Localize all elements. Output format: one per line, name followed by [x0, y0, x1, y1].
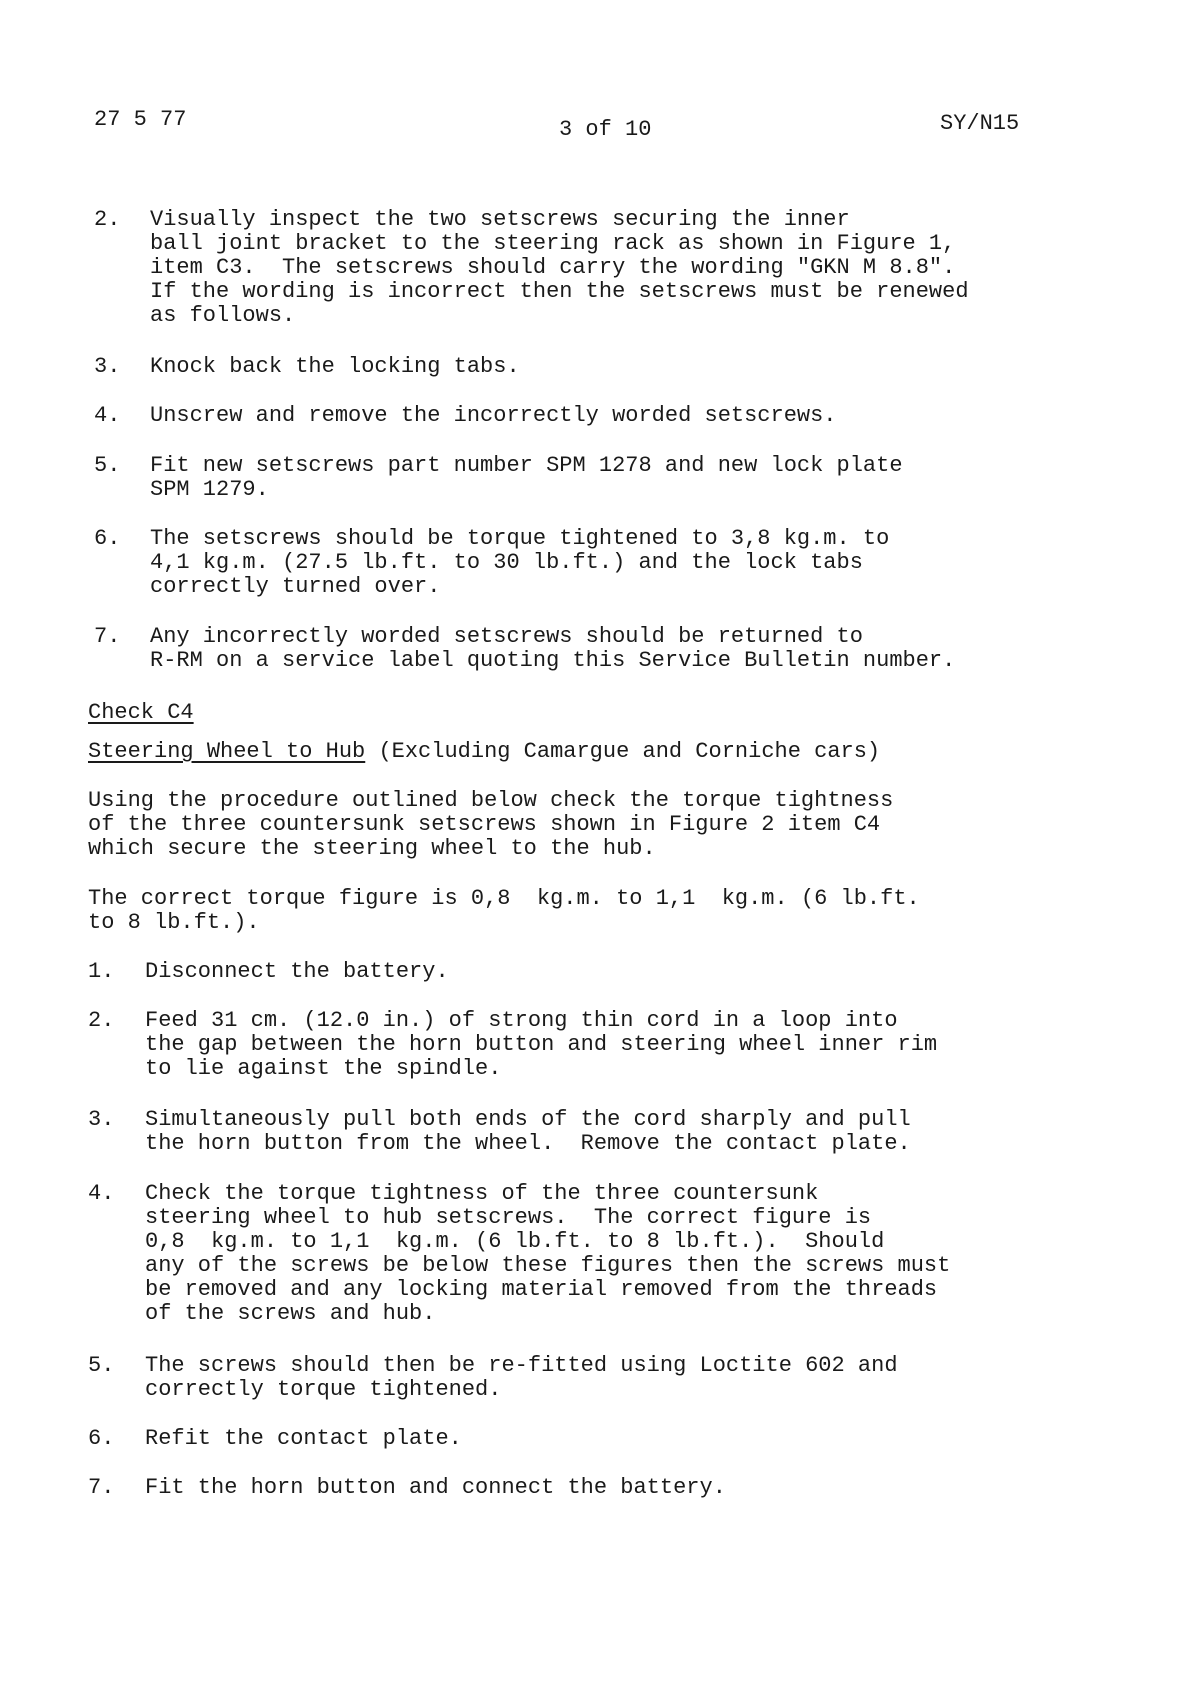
- list-item-number: 4.: [88, 1181, 115, 1206]
- header-reference: SY/N15: [940, 111, 1020, 136]
- check-heading: Check C4: [88, 700, 194, 725]
- list-item-number: 5.: [88, 1353, 115, 1378]
- section-title: [88, 740, 880, 764]
- section-title-underlined: Steering Wheel to Hub: [88, 739, 366, 764]
- list-item-number: 5.: [94, 453, 121, 478]
- header-date: 27 5 77: [94, 107, 187, 132]
- list-item-text: Visually inspect the two setscrews securing the inner ball joint bracket to the steering rack as shown in Figure 1, item C3. The setscrews should carry the wording "GKN M 8.8". If the wording is incorrect then the setscrews must be renewed as follows.: [150, 207, 969, 328]
- list-item: [88, 1181, 951, 1326]
- list-item-number: 7.: [94, 624, 121, 649]
- list-item: [94, 207, 969, 328]
- list-item-number: 2.: [88, 1008, 115, 1033]
- intro-paragraph: Using the procedure outlined below check the torque tightness of the three countersunk setscrews shown in Figure 2 item C4 which secure the steering wheel to the hub.: [88, 788, 894, 861]
- list-item-number: 4.: [94, 403, 121, 428]
- list-item-number: 1.: [88, 959, 115, 984]
- list-item-number: 3.: [94, 354, 121, 379]
- list-item-text: The setscrews should be torque tightened to 3,8 kg.m. to 4,1 kg.m. (27.5 lb.ft. to 30 lb.ft.) and the lock tabs correctly turned over.: [150, 526, 890, 599]
- list-item-text: Check the torque tightness of the three countersunk steering wheel to hub setscrews. The correct figure is 0,8 kg.m. to 1,1 kg.m. (6 lb.ft. to 8 lb.ft.). Should any of the screws be below these figures then the screws must be removed and any locking material removed from the threads of the screws and hub.: [145, 1181, 951, 1326]
- list-item-number: 6.: [94, 526, 121, 551]
- list-item-text: Feed 31 cm. (12.0 in.) of strong thin cord in a loop into the gap between the horn button and steering wheel inner rim to lie against the spindle.: [145, 1008, 938, 1081]
- list-item-text: Refit the contact plate.: [145, 1426, 462, 1451]
- list-item-text: Unscrew and remove the incorrectly worded setscrews.: [150, 403, 837, 428]
- list-item: [88, 1475, 726, 1572]
- list-item: [94, 526, 890, 623]
- list-item-text: Disconnect the battery.: [145, 959, 449, 984]
- list-item-text: Knock back the locking tabs.: [150, 354, 520, 379]
- list-item-text: Fit new setscrews part number SPM 1278 and new lock plate SPM 1279.: [150, 453, 903, 502]
- list-item-text: Fit the horn button and connect the battery.: [145, 1475, 726, 1500]
- list-item: [88, 1008, 938, 1105]
- list-item-text: Any incorrectly worded setscrews should be returned to R-RM on a service label quoting this Service Bulletin number.: [150, 624, 956, 673]
- list-item-number: 7.: [88, 1475, 115, 1500]
- list-item-number: 6.: [88, 1426, 115, 1451]
- list-item-number: 2.: [94, 207, 121, 232]
- torque-paragraph: The correct torque figure is 0,8 kg.m. to 1,1 kg.m. (6 lb.ft. to 8 lb.ft.).: [88, 886, 920, 935]
- section-title-rest: (Excluding Camargue and Corniche cars): [365, 739, 881, 764]
- list-item-text: The screws should then be re-fitted using Loctite 602 and correctly torque tightened.: [145, 1353, 898, 1402]
- list-item-text: Simultaneously pull both ends of the cord sharply and pull the horn button from the wheel. Remove the contact plate.: [145, 1107, 911, 1156]
- header-page-number: 3 of 10: [559, 117, 652, 142]
- list-item-number: 3.: [88, 1107, 115, 1132]
